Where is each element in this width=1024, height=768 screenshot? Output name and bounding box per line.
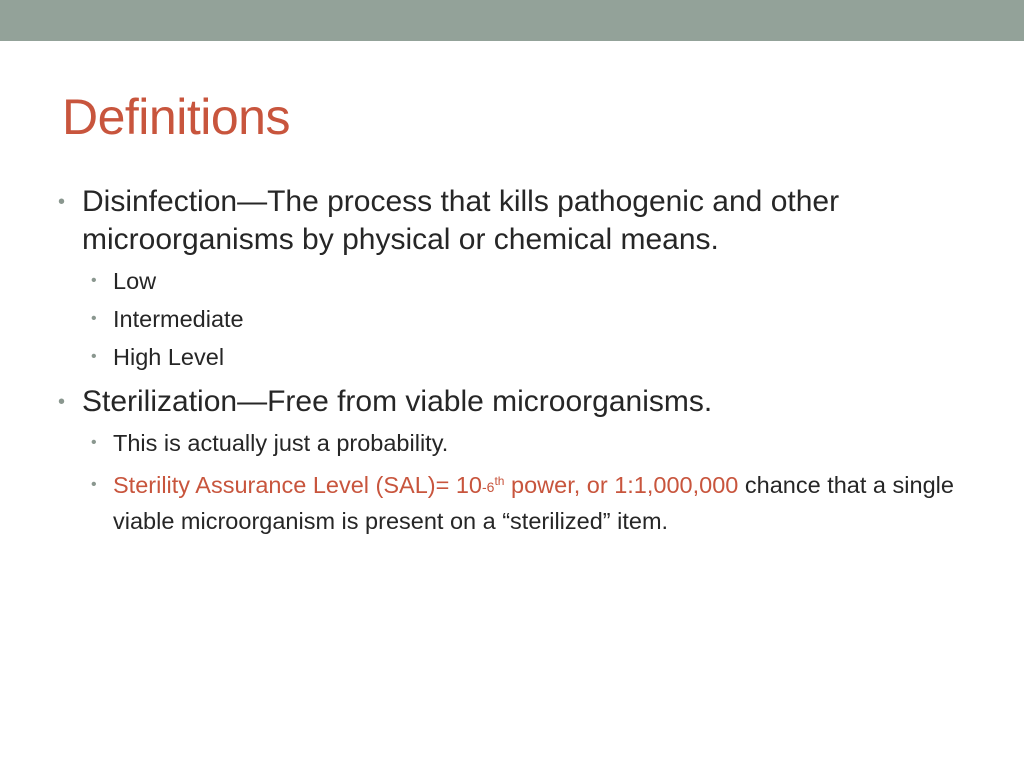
bullet-dot-icon: • xyxy=(58,391,66,413)
sal-text-rest: chance that a single viable microorganism is present on a “sterilized” item. xyxy=(113,472,954,534)
bullet-dot-icon: • xyxy=(91,476,97,493)
bullet-disinfection xyxy=(58,183,978,259)
bullet-dot-icon: • xyxy=(58,191,66,213)
subbullet-sal xyxy=(58,469,978,537)
bullet-text: Disinfection—The process that kills pathogenic and other microorganisms by physical or chemical means. xyxy=(82,185,840,256)
slide-body xyxy=(58,183,978,537)
bullet-text: Sterilization—Free from viable microorganisms. xyxy=(82,385,713,418)
subbullet-high-level xyxy=(58,341,978,373)
subbullet-text: This is actually just a probability. xyxy=(113,430,449,456)
subbullet-text: Low xyxy=(113,268,157,294)
bullet-dot-icon: • xyxy=(91,348,97,365)
bullet-dot-icon: • xyxy=(91,310,97,327)
sal-text-part2: power, or 1:1,000,000 xyxy=(504,472,739,498)
slide-title: Definitions xyxy=(62,89,290,145)
sal-superscript: th xyxy=(494,474,505,488)
sal-text-part1: Sterility Assurance Level (SAL)= 10 xyxy=(113,472,483,498)
bullet-sterilization xyxy=(58,383,978,421)
subbullet-text: High Level xyxy=(113,344,225,370)
bullet-dot-icon: • xyxy=(91,272,97,289)
sal-exponent: -6 xyxy=(482,479,495,495)
subbullet-text: Intermediate xyxy=(113,306,244,332)
subbullet-intermediate xyxy=(58,303,978,335)
top-accent-bar xyxy=(0,0,1024,41)
subbullet-low xyxy=(58,265,978,297)
subbullet-probability xyxy=(58,427,978,459)
bullet-dot-icon: • xyxy=(91,434,97,451)
